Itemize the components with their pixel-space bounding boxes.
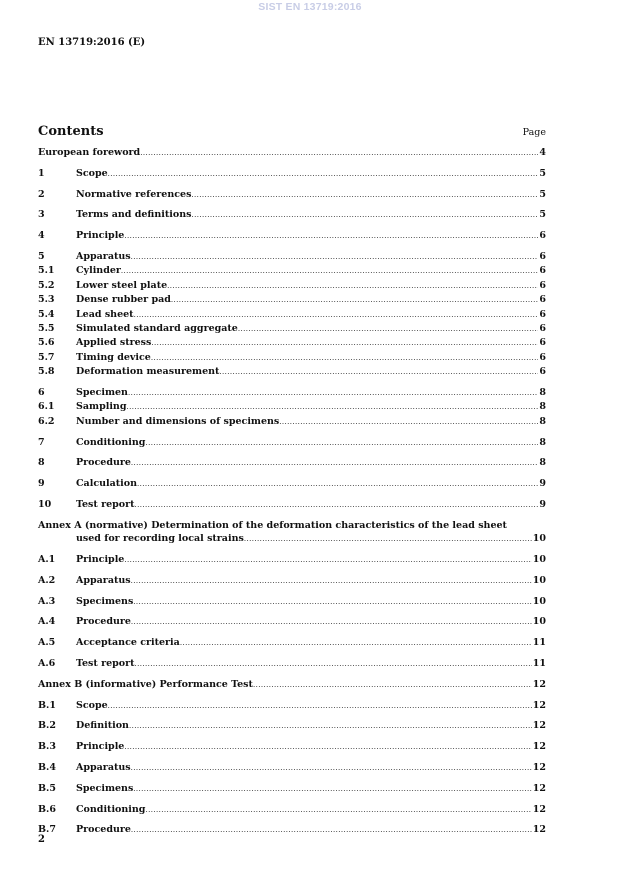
toc-entry-title: Lead sheet <box>76 308 134 320</box>
toc-entry-title: European foreword <box>38 147 141 158</box>
toc-entry-page: 8 <box>539 401 546 413</box>
toc-entry-number: A.1 <box>38 554 56 566</box>
dot-leader <box>279 416 538 429</box>
toc-entry-page: 8 <box>539 387 546 399</box>
toc-entry-title: Lower steel plate <box>76 279 168 291</box>
toc-entry-page: 12 <box>532 678 546 690</box>
toc-entry-title: Timing device <box>76 351 151 363</box>
toc-entry-page: 12 <box>532 699 546 711</box>
toc-entry-number: 5 <box>38 250 45 262</box>
toc-entry-page: 10 <box>532 616 546 628</box>
toc-entry[interactable] <box>38 400 546 414</box>
toc-entry-title: Test report <box>76 499 135 511</box>
dot-leader <box>131 251 539 264</box>
toc-entry-number: A.6 <box>38 658 56 670</box>
toc-entry-title: Normative references <box>76 188 192 200</box>
toc-entry-number: 4 <box>38 230 45 242</box>
dot-leader <box>151 337 538 350</box>
toc-entry[interactable] <box>38 208 546 222</box>
toc-entry[interactable] <box>38 553 546 567</box>
dot-leader <box>121 265 538 278</box>
toc-entry-page: 10 <box>532 533 546 545</box>
toc-entry-title: Procedure <box>76 824 131 836</box>
toc-entry[interactable] <box>38 188 546 202</box>
toc-entry-title: Specimens <box>76 782 134 794</box>
dot-leader <box>135 658 532 671</box>
dot-leader <box>108 168 539 181</box>
toc-entry-page: 12 <box>532 741 546 753</box>
toc-entry-page: 5 <box>539 167 546 179</box>
toc-entry-title: Acceptance criteria <box>76 637 180 649</box>
toc-entry-title: Specimens <box>76 595 134 607</box>
toc-entry[interactable] <box>38 264 546 278</box>
toc-entry-title: Calculation <box>76 478 138 490</box>
toc-entry-title: Conditioning <box>76 803 146 815</box>
dot-leader <box>180 637 532 650</box>
toc-entry-page: 12 <box>532 803 546 815</box>
toc-entry-title: Apparatus <box>76 762 131 773</box>
toc-entry-number: 5.8 <box>38 366 55 378</box>
toc-entry-page: 10 <box>532 595 546 607</box>
toc-entry-number: 3 <box>38 209 45 221</box>
toc-entry-number: A.2 <box>38 574 56 586</box>
toc-entry-number: B.1 <box>38 699 56 711</box>
dot-leader <box>124 230 538 243</box>
toc-entry-number: 5.2 <box>38 279 55 291</box>
dot-leader <box>133 596 531 609</box>
dot-leader <box>238 323 539 336</box>
toc-entry-page: 8 <box>539 436 546 448</box>
toc-entry-page: 6 <box>539 351 546 363</box>
toc-entry-page: 9 <box>539 478 546 490</box>
dot-leader <box>191 189 538 202</box>
toc-entry-number: 6.2 <box>38 415 55 427</box>
toc-entry-number: B.4 <box>38 762 56 773</box>
toc-entry-page: 6 <box>539 294 546 306</box>
toc-entry-number: 10 <box>38 499 52 511</box>
toc-entry[interactable] <box>38 229 546 243</box>
dot-leader <box>126 401 538 414</box>
toc-entry-page: 6 <box>539 230 546 242</box>
toc-entry-page: 8 <box>539 415 546 427</box>
dot-leader <box>134 309 539 322</box>
dot-leader <box>131 762 532 775</box>
toc-entry-page: 6 <box>539 366 546 378</box>
toc-entry[interactable] <box>38 657 546 671</box>
toc-entry-number: B.7 <box>38 824 56 836</box>
toc-entry-title: Principle <box>76 230 125 242</box>
toc-entry[interactable] <box>38 415 546 429</box>
toc-entry-title: Conditioning <box>76 436 146 448</box>
toc-entry-page: 6 <box>539 323 546 335</box>
toc-entry-title: Principle <box>76 741 125 753</box>
toc-entry-number: B.6 <box>38 803 56 815</box>
toc-entry-page: 4 <box>539 147 546 158</box>
toc-entry[interactable] <box>38 803 546 817</box>
toc-entry[interactable] <box>38 498 546 512</box>
toc-entry-annex-b[interactable] <box>38 678 546 692</box>
toc-entry-number: B.5 <box>38 782 56 794</box>
dot-leader <box>171 294 538 307</box>
toc-entry[interactable] <box>38 146 546 160</box>
toc-entry-number: 9 <box>38 478 45 490</box>
toc-entry-number: 2 <box>38 188 45 200</box>
document-id: EN 13719:2016 (E) <box>38 37 146 48</box>
watermark: SIST EN 13719:2016 <box>258 1 362 13</box>
toc-entry[interactable] <box>38 740 546 754</box>
toc-entry-page: 5 <box>539 209 546 221</box>
toc-entry-number: 8 <box>38 457 45 469</box>
toc-entry-title: Cylinder <box>76 265 121 277</box>
toc-entry-title: Scope <box>76 167 108 179</box>
toc-entry-page: 6 <box>539 265 546 277</box>
toc-entry[interactable] <box>38 477 546 491</box>
toc-entry[interactable] <box>38 456 546 470</box>
toc-entry-title: Annex B (informative) Performance Test <box>38 678 253 690</box>
toc-entry-page: 12 <box>532 824 546 836</box>
toc-entry[interactable] <box>38 636 546 650</box>
toc-entry[interactable] <box>38 699 546 713</box>
dot-leader <box>131 824 532 837</box>
toc-entry[interactable] <box>38 761 546 775</box>
toc-entry-page: 12 <box>532 762 546 773</box>
toc-entry[interactable] <box>38 615 546 629</box>
toc-entry[interactable] <box>38 351 546 365</box>
page-number: 2 <box>38 834 45 845</box>
toc-entry[interactable] <box>38 595 546 609</box>
toc-entry-title: Principle <box>76 554 125 566</box>
toc-entry[interactable] <box>38 436 546 450</box>
toc-entry-number: 5.6 <box>38 337 55 349</box>
toc-entry-number: 1 <box>38 167 45 179</box>
toc-entry-title: Procedure <box>76 616 131 628</box>
dot-leader <box>133 783 531 796</box>
toc-entry-title: Apparatus <box>76 250 131 262</box>
dot-leader <box>167 280 538 293</box>
toc-entry-number: B.2 <box>38 720 56 732</box>
toc-entry-number: 5.1 <box>38 265 55 277</box>
dot-leader <box>145 804 531 817</box>
toc-entry[interactable] <box>38 322 546 336</box>
toc-entry-number: A.4 <box>38 616 56 628</box>
toc-entry-page: 10 <box>532 554 546 566</box>
table-of-contents <box>38 146 546 838</box>
toc-entry-title: Simulated standard aggregate <box>76 323 238 335</box>
toc-entry[interactable] <box>38 336 546 350</box>
dot-leader <box>137 478 538 491</box>
toc-entry-number: 5.3 <box>38 294 55 306</box>
toc-entry-number: A.3 <box>38 595 56 607</box>
dot-leader <box>145 437 538 450</box>
toc-entry-title: Dense rubber pad <box>76 294 171 306</box>
page-column-label: Page <box>522 127 546 138</box>
toc-entry-title: Number and dimensions of specimens <box>76 415 280 427</box>
dot-leader <box>244 533 532 546</box>
toc-entry[interactable] <box>38 167 546 181</box>
toc-entry-number: 5.5 <box>38 323 55 335</box>
toc-entry[interactable] <box>38 250 546 264</box>
toc-entry[interactable] <box>38 386 546 400</box>
toc-entry-title: Definition <box>76 720 129 732</box>
dot-leader <box>151 352 539 365</box>
toc-entry-page: 6 <box>539 250 546 262</box>
contents-title: Contents <box>38 124 104 139</box>
toc-entry-number: A.5 <box>38 637 56 649</box>
dot-leader <box>131 616 532 629</box>
dot-leader <box>124 554 531 567</box>
toc-entry-title-continued: used for recording local strains <box>76 533 244 545</box>
toc-entry-title: Scope <box>76 699 108 711</box>
toc-entry[interactable] <box>38 782 546 796</box>
toc-entry-annex-a[interactable] <box>38 519 546 547</box>
dot-leader <box>124 741 531 754</box>
dot-leader <box>135 499 539 512</box>
toc-entry-page: 8 <box>539 457 546 469</box>
toc-entry-number: 6.1 <box>38 401 55 413</box>
toc-entry[interactable] <box>38 719 546 733</box>
toc-entry-title: Specimen <box>76 387 128 399</box>
toc-entry[interactable] <box>38 574 546 588</box>
toc-entry-page: 11 <box>532 658 546 670</box>
toc-entry-number: 7 <box>38 436 45 448</box>
toc-entry-page: 9 <box>539 499 546 511</box>
toc-entry-title: Deformation measurement <box>76 366 220 378</box>
toc-entry-title: Test report <box>76 658 135 670</box>
toc-entry-title: Apparatus <box>76 574 131 586</box>
toc-entry[interactable] <box>38 823 546 837</box>
toc-entry-page: 12 <box>532 782 546 794</box>
toc-entry-number: 5.7 <box>38 351 55 363</box>
toc-entry-title: Sampling <box>76 401 127 413</box>
toc-entry-number: B.3 <box>38 741 56 753</box>
toc-entry-page: 6 <box>539 337 546 349</box>
toc-entry[interactable] <box>38 365 546 379</box>
dot-leader <box>253 679 532 692</box>
dot-leader <box>131 575 532 588</box>
dot-leader <box>219 366 538 379</box>
toc-entry-title: Applied stress <box>76 337 152 349</box>
toc-entry-number: 6 <box>38 387 45 399</box>
toc-entry-page: 6 <box>539 279 546 291</box>
toc-entry-page: 10 <box>532 574 546 586</box>
dot-leader <box>129 720 532 733</box>
toc-entry-number: 5.4 <box>38 308 55 320</box>
dot-leader <box>108 700 532 713</box>
toc-entry[interactable] <box>38 308 546 322</box>
toc-entry-title: Procedure <box>76 457 131 469</box>
dot-leader <box>131 457 538 470</box>
toc-entry-page: 12 <box>532 720 546 732</box>
toc-entry[interactable] <box>38 293 546 307</box>
dot-leader <box>128 387 538 400</box>
toc-entry-page: 5 <box>539 188 546 200</box>
toc-entry-title: Terms and definitions <box>76 209 192 221</box>
toc-entry-title: Annex A (normative) Determination of the deformation characteristics of the lead sheet <box>38 519 507 531</box>
dot-leader <box>140 147 538 160</box>
dot-leader <box>191 209 538 222</box>
toc-entry[interactable] <box>38 279 546 293</box>
toc-entry-page: 6 <box>539 308 546 320</box>
toc-entry-page: 11 <box>532 637 546 649</box>
